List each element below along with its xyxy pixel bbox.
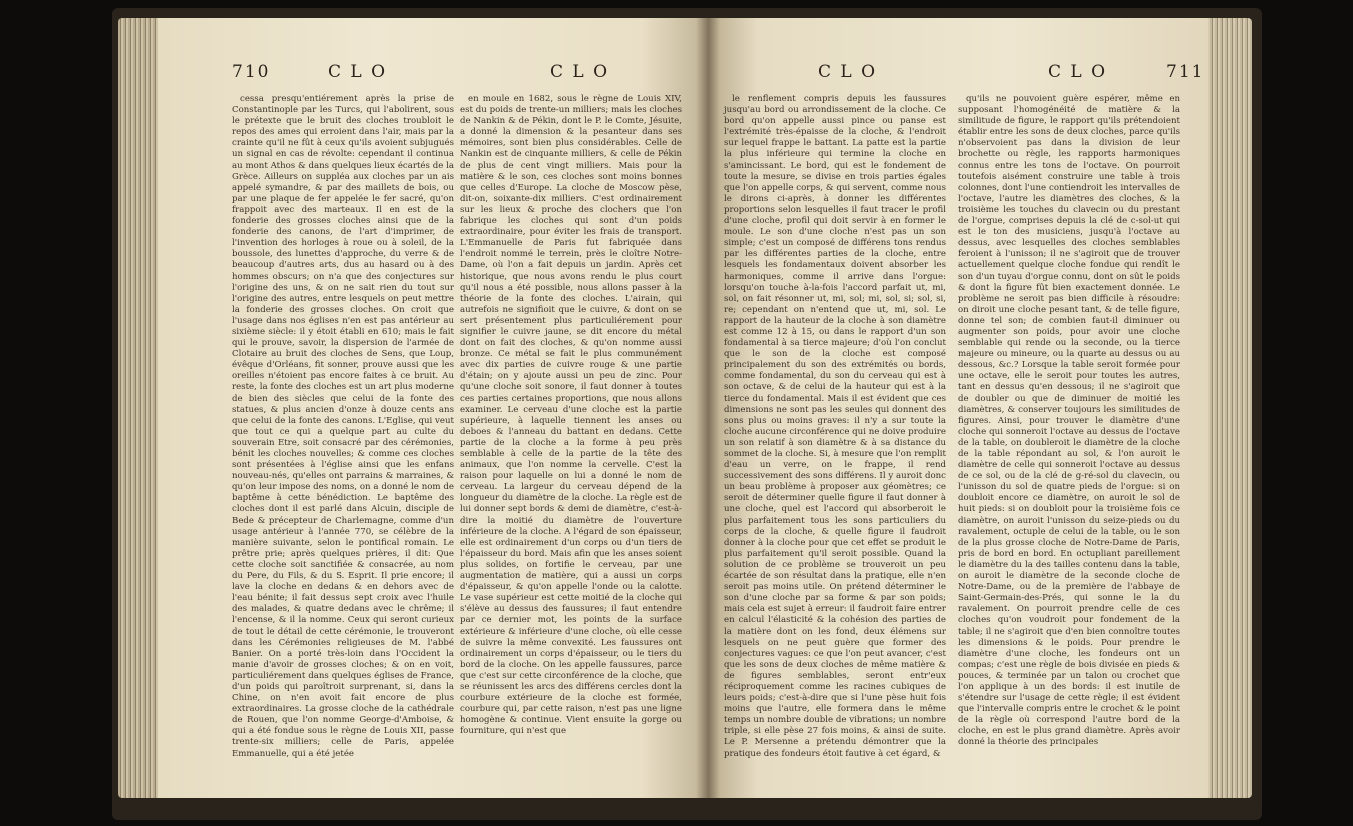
- left-page-column-2: en moule en 1682, sous le règne de Louis XIV, est du poids de trente-un milliers; mais les cloches de Nankin & de Pékin, dont le P. le Comte, Jésuite, a donné la dimension & la pesanteur dans ses mémoires, sont bien plus considérables. Celle de Nankin est de cinquante milliers, & celle de Pékin de plus de cent vingt milliers. Mais pour la matière & le son, ces cloches sont moins bonnes que celles d'Europe. La cloche de Moscow pèse, dit-on, soixante-dix milliers. C'est ordinairement sur les lieux & proche des clochers que l'on fabrique les cloches qui sont d'un poids extraordinaire, pour éviter les frais de transport. L'Emmanuelle de Paris fut fabriquée dans l'endroit nommé le terrein, près le cloître Notre-Dame, où l'on a fait depuis un jardin. Après cet historique, que nous avons rendu le plus court qu'il nous a été possible, nous allons passer à la théorie de la fonte des cloches. L'airain, qui autrefois ne signifioit que le cuivre, & dont on se sert présentement plus particuliérement pour signifier le cuivre jaune, se dit encore du métal dont on fait des cloches, & qu'on nomme aussi bronze. Ce métal se fait le plus communément avec dix parties de cuivre rouge & une partie d'étain; on y ajoute aussi un peu de zinc. Pour qu'une cloche soit sonore, il faut donner à toutes ces parties certaines proportions, que nous allons examiner. Le cerveau d'une cloche est la partie supérieure, à laquelle tiennent les anses ou deboes & l'anneau du battant en dedans. Cette partie de la cloche a la forme à peu près semblable à celle de la partie de la tête des animaux, que l'on nomme la cervelle. C'est la raison pour laquelle on lui a donné le nom de cerveau. La largeur du cerveau dépend de la longueur du diamètre de la cloche. La règle est de lui donner sept bords & demi de diamètre, c'est-à-dire la moitié du diamètre de l'ouverture inférieure de la cloche. A l'égard de son épaisseur, elle est ordinairement d'un corps ou d'un tiers de l'épaisseur du bord. Mais afin que les anses soient plus solides, on fortifie le cerveau, par une augmentation de matière, qui a aussi un corps d'épaisseur, & qu'on appelle l'onde ou la calotte. Le vase supérieur est cette moitié de la cloche qui s'élève au dessus des faussures; il faut entendre par ce dernier mot, les points de la surface extérieure & inférieure d'une cloche, où elle cesse de suivre la même convexité. Les faussures ont ordinairement un corps d'épaisseur, ou le tiers du bord de la cloche. On les appelle faussures, parce que c'est sur cette circonférence de la cloche, que se réunissent les arcs des différens cercles dont la courbure extérieure de la cloche est formée, courbure qui, par cette raison, n'est pas une ligne homogène & continue. Vient ensuite la gorge ou fourniture, qui n'est que: [460, 94, 682, 737]
- running-head-right-2: C L O: [1048, 62, 1108, 82]
- right-page-column-1: le renflement compris depuis les faussures jusqu'au bord ou arrondissement de la cloche. Ce bord qu'on appelle aussi pince ou panse est l'extrémité très-épaisse de la cloche, & l'endroit sur lequel frappe le battant. La patte est la partie la plus inférieure qui termine la cloche en s'amincissant. Le bord, qui est le fondement de toute la mesure, se divise en trois parties égales que l'on appelle corps, & qui servent, comme nous le dirons ci-après, à donner les différentes proportions selon lesquelles il faut tracer le profil d'une cloche, profil qui doit servir à en former le moule. Le son d'une cloche n'est pas un son simple; c'est un composé de différens tons rendus par les différentes parties de la cloche, entre lesquels les fondamentaux doivent absorber les harmoniques, comme il arrive dans l'orgue: lorsqu'on touche à-la-fois l'accord parfait ut, mi, sol, on fait résonner ut, mi, sol; mi, sol, si; sol, si, re; cependant on n'entend que ut, mi, sol. Le rapport de la hauteur de la cloche à son diamètre est comme 12 à 15, ou dans le rapport d'un son fondamental à sa tierce majeure; d'où l'on conclut que le son de la cloche est composé principalement du son des extrémités ou bords, comme fondamental, du son du cerveau qui est à son octave, & de celui de la hauteur qui est à la tierce du fondamental. Mais il est évident que ces dimensions ne sont pas les seules qui donnent des sons plus ou moins graves: il n'y a sur toute la cloche aucune circonférence qui ne doive produire un son relatif à son diamètre & à sa distance du sommet de la cloche. Si, à mesure que l'on remplit d'eau un verre, on le frappe, il rend successivement des sons différens. Il y auroit donc un beau problème à proposer aux géomètres; ce seroit de déterminer quelle figure il faut donner à une cloche, quel est l'accord qui absorberoit le plus parfaitement tous les sons particuliers du corps de la cloche, & quelle figure il faudroit donner à la cloche pour que cet effet se produit le plus parfaitement qu'il seroit possible. Quand la solution de ce problème se trouveroit un peu écartée de son résultat dans la pratique, elle n'en seroit pas moins utile. On prétend déterminer le son d'une cloche par sa forme & par son poids; mais cela est sujet à erreur: il faudroit faire entrer en calcul l'élasticité & la cohésion des parties de la matière dont on les fond, deux élémens sur lesquels on ne peut guère que former des conjectures vagues: ce que l'on peut avancer, c'est que les sons de deux cloches de même matière & de figures semblables, seront entr'eux réciproquement comme les racines cubiques de leurs poids; c'est-à-dire que si l'une pèse huit fois moins que l'autre, elle formera dans le même temps un nombre double de vibrations; un nombre triple, si elle pèse 27 fois moins, & ainsi de suite. Le P. Mersenne a prétendu démontrer que la pratique des fondeurs étoit fautive à cet égard, &: [724, 94, 946, 759]
- running-head-left-2: C L O: [550, 62, 610, 82]
- left-page: [158, 18, 708, 798]
- right-page-column-2: qu'ils ne pouvoient guère espérer, même en supposant l'homogénéité de matière & la similitude de figure, le rapport qu'ils prétendoient établir entre les sons de deux cloches, parce qu'ils n'observoient pas dans la division de leur brochette ou règle, les rapports harmoniques connus entre les tons de l'octave. On pourroit toutefois aisément construire une table à trois colonnes, dont l'une contiendroit les intervalles de l'octave, l'autre les diamètres des cloches, & la troisième les touches du clavecin ou du prestant de l'orgue, comprises depuis la clé de c-sol-ut qui est le ton des musiciens, jusqu'à l'octave au dessus, avec lesquelles des cloches semblables feroient à l'unisson; il ne s'agiroit que de trouver actuellement quelque cloche fondue qui rendît le son d'un tuyau d'orgue connu, dont on sût le poids & dont la figure fût bien exactement donnée. Le problème ne seroit pas bien difficile à résoudre: on diroit une cloche pesant tant, & de telle figure, donne tel son; de combien faut-il diminuer ou augmenter son poids, pour avoir une cloche semblable qui rende ou la seconde, ou la tierce majeure ou mineure, ou la quarte au dessus ou au dessous, &c.? Lorsque la table seroit formée pour une octave, elle le seroit pour toutes les autres, tant en dessus qu'en dessous; il ne s'agiroit que de doubler ou que de diminuer de moitié les diamètres, & conserver toujours les similitudes de figures. Ainsi, pour trouver le diamètre d'une cloche qui sonneroit l'octave au dessus de l'octave de la table, on doubleroit le diamètre de la cloche de la table répondant au sol, & l'on auroit le diamètre de celle qui sonneroit l'octave au dessus de ce sol, ou de la clé de g-ré-sol du clavecin, ou l'unisson du sol de quatre pieds de l'orgue: si on doubloit encore ce diamètre, on auroit le sol de huit pieds: si on doubloit pour la troisième fois ce diamètre, on auroit l'unisson du seize-pieds ou du ravalement, octuple de celui de la table, ou le son de la plus grosse cloche de Notre-Dame de Paris, pris de bord en bord. En octupliant pareillement le diamètre du la des tailles contenu dans la table, on auroit le diamètre de la seconde cloche de Notre-Dame, ou de la première de l'abbaye de Saint-Germain-des-Prés, qui sonne le la du ravalement. On pourroit prendre celle de ces cloches qu'on voudroit pour fondement de la table; il ne s'agiroit que d'en bien connoître toutes les dimensions & le poids. Pour prendre le diamètre d'une cloche, les fondeurs ont un compas; c'est une règle de bois divisée en pieds & pouces, & terminée par un talon ou crochet que l'on applique à un des bords: il est inutile de s'étendre sur l'usage de cette règle; il est évident que l'intervalle compris entre le crochet & le point de la règle où correspond l'autre bord de la cloche, en est le plus grand diamètre. Après avoir donné la théorie des principales: [958, 94, 1180, 748]
- left-page-column-1: cessa presqu'entiérement après la prise de Constantinople par les Turcs, qui l'abolirent, sous le prétexte que le bruit des cloches troubloit le repos des ames qui erroient dans l'air, mais par la crainte qu'il ne fût à ceux qu'ils avoient subjugués un signal en cas de révolte: cependant il continua au mont Athos & dans quelques lieux écartés de la Grèce. Ailleurs on suppléa aux cloches par un ais appelé symandre, & par des maillets de bois, ou par une plaque de fer appelée le fer sacré, qu'on frappoit avec des marteaux. Il en est de la fonderie des grosses cloches ainsi que de la fonderie des canons, de l'art d'imprimer, de l'invention des horloges à roue ou à soleil, de la boussole, des lunettes d'approche, du verre & de beaucoup d'autres arts, dus au hasard ou à des hommes obscurs; on n'a que des conjectures sur l'origine des uns, & on ne sait rien du tout sur l'origine des autres, entre lesquels on peut mettre la fonderie des grosses cloches. On croit que l'usage dans nos églises n'en est pas antérieur au sixième siècle: il y étoit établi en 610; mais le fait qui le prouve, savoir, la dispersion de l'armée de Clotaire au bruit des cloches de Sens, que Loup, évêque d'Orléans, fit sonner, prouve aussi que les oreilles n'étoient pas encore faites à ce bruit. Au reste, la fonte des cloches est un art plus moderne de bien des siècles que celui de la fonte des statues, & plus ancien d'onze à douze cents ans que celui de la fonte des canons. L'Eglise, qui veut que tout ce qui a quelque part au culte du souverain Etre, soit consacré par des cérémonies, bénit les cloches nouvelles; & comme ces cloches sont présentées à l'église ainsi que les enfans nouveau-nés, qu'elles ont parrains & marraines, & qu'on leur impose des noms, on a donné le nom de baptême à cette bénédiction. Le baptême des cloches dont il est parlé dans Alcuin, disciple de Bede & précepteur de Charlemagne, comme d'un usage antérieur à l'année 770, se célèbre de la manière suivante, selon le pontifical romain. Le prêtre prie; après quelques prières, il dit: Que cette cloche soit sanctifiée & consacrée, au nom du Pere, du Fils, & du S. Esprit. Il prie encore; il lave la cloche en dedans & en dehors avec de l'eau bénite; il fait dessus sept croix avec l'huile des malades, & quatre dedans avec le chrême; il l'encense, & il la nomme. Ceux qui seront curieux de tout le détail de cette cérémonie, le trouveront dans les Cérémonies religieuses de M. l'abbé Banier. On a porté très-loin dans l'Occident la manie d'avoir de grosses cloches; & on en voit, particuliérement dans quelques églises de France, d'un poids qui paroîtroit surprenant, si, dans la Chine, on n'en avoit fait encore de plus extraordinaires. La grosse cloche de la cathédrale de Rouen, que l'on nomme George-d'Amboise, & qui a été fondue sous le règne de Louis XII, passe trente-six milliers; celle de Paris, appelée Emmanuelle, qui a été jetée: [232, 94, 454, 759]
- page-number-left: 710: [232, 62, 271, 82]
- page-number-right: 711: [1166, 62, 1205, 82]
- running-head-left-1: C L O: [328, 62, 388, 82]
- right-page: [708, 18, 1208, 798]
- book-gutter: [696, 18, 720, 798]
- running-head-right-1: C L O: [818, 62, 878, 82]
